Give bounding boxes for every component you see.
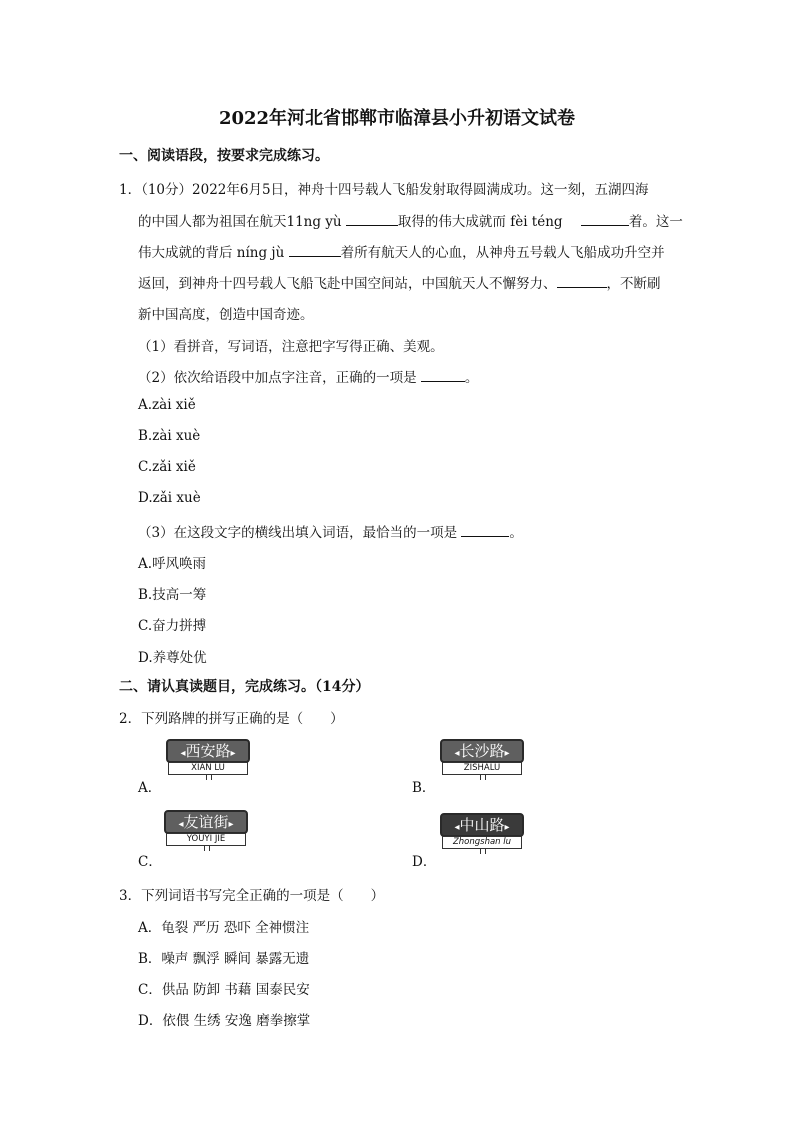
- q1-sub-3: [138, 521, 523, 541]
- blank-2[interactable]: [581, 213, 629, 226]
- road-sign-pinyin: Zhongshan lu: [442, 836, 522, 849]
- q1-text-b1: 的中国人都为祖国在航天11ng yù: [138, 214, 346, 230]
- section-1-heading: 一、阅读语段，按要求完成练习。: [119, 148, 329, 164]
- q1-number: 1．: [119, 182, 142, 198]
- road-sign-d[interactable]: [440, 813, 524, 851]
- q1-text-c1: 伟大成就的背后 níng jù: [138, 245, 289, 261]
- arrow-left-icon: ◂: [454, 822, 460, 833]
- option-a[interactable]: A．龟裂 严历 恐吓 全神惯注: [138, 920, 310, 936]
- sign-post: [480, 775, 486, 780]
- blank-3[interactable]: [289, 244, 341, 257]
- sign-post: [480, 849, 486, 854]
- q1-text-d1: 返回，到神舟十四号载人飞船飞赴中国空间站，中国航天人不懈努力、: [138, 276, 557, 292]
- option-d[interactable]: D.zǎi xuè: [138, 490, 201, 506]
- q1-text-d2: ，不断刷: [606, 276, 661, 292]
- q1-sub-2-end: 。: [464, 370, 479, 386]
- arrow-right-icon: ▸: [504, 822, 510, 833]
- answer-blank-sub2[interactable]: [421, 369, 465, 382]
- option-d[interactable]: D.养尊处优: [138, 650, 207, 666]
- q1-text-b3: 着。这一: [628, 214, 683, 230]
- q2-option-c-letter[interactable]: C．: [138, 854, 162, 870]
- section-2-heading: 二、请认真读题目，完成练习。（14分）: [119, 679, 370, 695]
- road-sign-plate: [440, 813, 524, 837]
- option-d[interactable]: D．依偎 生绣 安逸 磨拳擦掌: [138, 1013, 311, 1029]
- option-b[interactable]: B.技高一筹: [138, 587, 207, 603]
- answer-blank-sub3[interactable]: [461, 524, 509, 537]
- arrow-right-icon: ▸: [504, 748, 510, 759]
- option-a[interactable]: A.zài xiě: [138, 397, 196, 413]
- road-sign-plate: [166, 739, 250, 763]
- road-sign-pinyin: YOUYI JIE: [166, 833, 246, 846]
- q1-line-3: [138, 241, 665, 261]
- option-b[interactable]: B.zài xuè: [138, 428, 201, 444]
- q3-stem: 3．下列词语书写完全正确的一项是（ ）: [119, 888, 385, 904]
- sign-post: [206, 775, 212, 780]
- road-sign-name: 中山路: [459, 816, 505, 834]
- page-title: 2022年河北省邯郸市临漳县小升初语文试卷: [218, 108, 576, 129]
- road-sign-a[interactable]: [166, 739, 250, 777]
- q1-line-5: 新中国高度，创造中国奇迹。: [138, 307, 314, 323]
- q1-text-c2: 着所有航天人的心血，从神舟五号载人飞船成功升空并: [340, 245, 665, 261]
- road-sign-name: 西安路: [185, 742, 231, 760]
- q1-sub-2: [138, 366, 478, 386]
- q1-line-2: [138, 210, 683, 230]
- q1-sub-2-text: （2）依次给语段中加点字注音，正确的一项是: [138, 370, 421, 386]
- sign-post: [204, 846, 210, 851]
- blank-4[interactable]: [557, 275, 607, 288]
- road-sign-b[interactable]: [440, 739, 524, 777]
- q1-sub-3-end: 。: [509, 525, 523, 541]
- q1-text-a: （10分）2022年6月5日，神舟十四号载人飞船发射取得圆满成功。这一刻，五湖四海: [141, 182, 649, 198]
- q2-option-d-letter[interactable]: D．: [412, 854, 437, 870]
- option-c[interactable]: C.奋力拼搏: [138, 618, 207, 634]
- road-sign-pinyin: ZISHALU: [442, 762, 522, 775]
- q1-sub-3-text: （3）在这段文字的横线出填入词语，最恰当的一项是: [138, 525, 462, 541]
- q2-option-a-letter[interactable]: A．: [138, 780, 162, 796]
- arrow-left-icon: ◂: [178, 819, 184, 830]
- option-a[interactable]: A.呼风唤雨: [138, 556, 207, 572]
- q2-stem: 2．下列路牌的拼写正确的是（ ）: [119, 711, 344, 727]
- road-sign-name: 友谊街: [183, 813, 229, 831]
- option-c[interactable]: C.zǎi xiě: [138, 459, 196, 475]
- road-sign-pinyin: XIAN LU: [168, 762, 248, 775]
- arrow-right-icon: ▸: [230, 748, 236, 759]
- road-sign-plate: [164, 810, 248, 834]
- road-sign-plate: [440, 739, 524, 763]
- q2-option-b-letter[interactable]: B．: [412, 780, 436, 796]
- arrow-left-icon: ◂: [180, 748, 186, 759]
- option-b[interactable]: B．噪声 飘浮 瞬间 暴露无遗: [138, 951, 310, 967]
- q1-sub-1: （1）看拼音，写词语，注意把字写得正确、美观。: [138, 339, 444, 355]
- road-sign-c[interactable]: [164, 810, 248, 848]
- blank-1[interactable]: [346, 213, 398, 226]
- q1-line-4: [138, 272, 661, 292]
- arrow-right-icon: ▸: [228, 819, 234, 830]
- option-c[interactable]: C．供品 防卸 书藉 国泰民安: [138, 982, 310, 998]
- arrow-left-icon: ◂: [454, 748, 460, 759]
- road-sign-name: 长沙路: [459, 742, 505, 760]
- q1-text-b2: 取得的伟大成就而 fèi téng: [397, 214, 567, 230]
- q1-line-1: [119, 178, 649, 198]
